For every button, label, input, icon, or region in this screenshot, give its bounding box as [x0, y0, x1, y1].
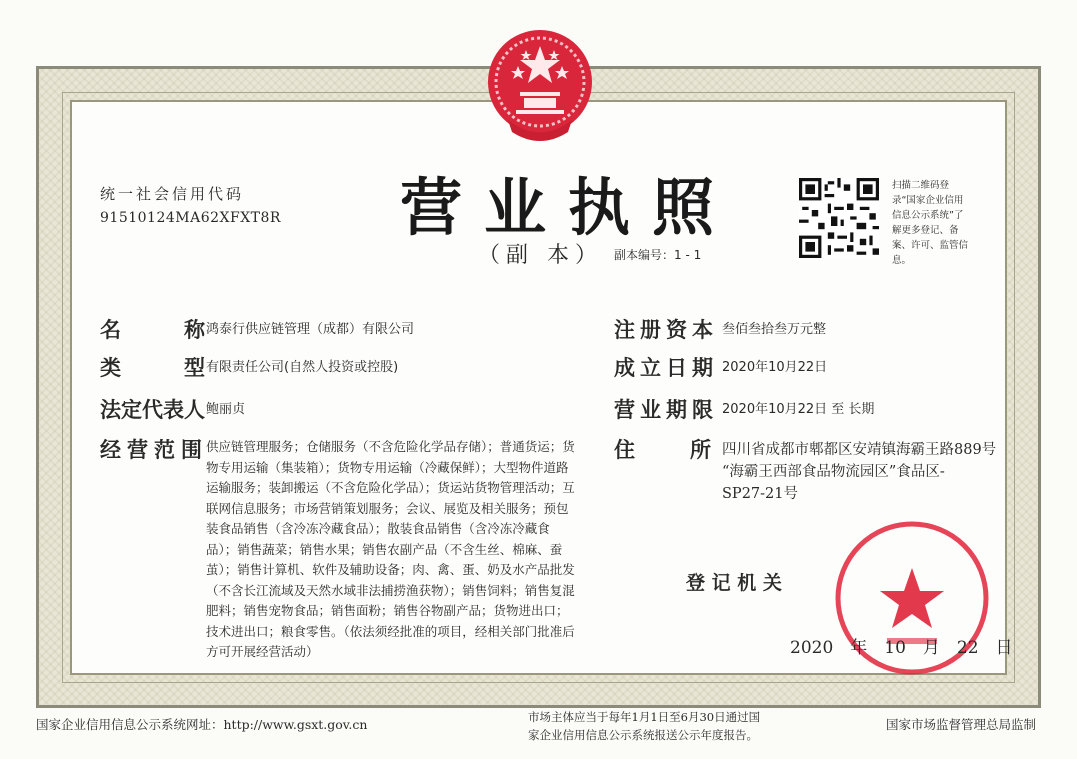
footer-notice-1: 市场主体应当于每年1月1日至6月30日通过国: [528, 710, 761, 724]
address-label-2: 所: [690, 438, 711, 462]
qr-instructions: 扫描二维码登录“国家企业信用信息公示系统”了解更多登记、备案、许可、监管信息。: [892, 180, 969, 266]
issue-date: 2020 年 10 月 22 日: [790, 638, 1013, 658]
name-label: 名 称: [100, 318, 205, 342]
qr-code-icon: [799, 178, 879, 258]
page-title: 营业执照: [400, 171, 737, 244]
registered-capital: 叁佰叁拾叁万元整: [722, 322, 827, 337]
authority-label: 登 记 机 关: [686, 572, 782, 594]
business-scope: 供应链管理服务；仓储服务（不含危险化学品存储）；普通货运；货物专用运输（集装箱）；货物专用运输（冷藏保鲜）；大型物件道路运输服务；装卸搬运（不含危险化学品）；货运站货物管理活动；互联网信息服务；市场营销策划服务；会议、展览及相关服务；预包装食品销售（含冷冻冷藏食品）；散装食品销售（含冷冻冷藏食品）；销售蔬菜；销售水果；销售农副产品（不含生丝、棉麻、蚕茧）；销售计算机、软件及辅助设备；肉、禽、蛋、奶及水产品批发（不含长江流域及天然水域非法捕捞渔获物）；销售饲料；销售复混肥料；销售宠物食品；销售面粉；销售谷物副产品；货物进出口；技术进出口；粮食零售。（依法须经批准的项目，经相关部门批准后方可开展经营活动）: [206, 439, 575, 659]
scope-label: 经营范围: [100, 438, 208, 462]
page-subtitle: （副 本）: [478, 243, 603, 268]
term-label: 营业期限: [614, 398, 718, 422]
established-label: 成立日期: [614, 356, 718, 380]
legal-rep-label: 法定代表人: [100, 398, 205, 422]
national-emblem-icon: [480, 20, 600, 150]
address-line-2: “海霸王西部食品物流园区”食品区-: [722, 464, 945, 480]
company-type: 有限责任公司(自然人投资或控股): [206, 360, 399, 375]
business-term: 2020年10月22日 至 长期: [722, 402, 875, 417]
address-line-3: SP27-21号: [722, 486, 798, 502]
footer-website: 国家企业信用信息公示系统网址：http://www.gsxt.gov.cn: [36, 717, 368, 732]
footer-issuer: 国家市场监督管理总局监制: [886, 717, 1037, 732]
copy-number: 副本编号：1 - 1: [614, 248, 702, 262]
footer-notice-2: 家企业信用信息公示系统报送公示年度报告。: [528, 728, 758, 742]
address-label: 住: [614, 438, 635, 462]
credit-code-label: 统一社会信用代码: [100, 185, 245, 203]
company-name: 鸿泰行供应链管理（成都）有限公司: [206, 322, 415, 337]
capital-label: 注册资本: [614, 318, 718, 342]
legal-rep: 鲍丽贞: [206, 402, 246, 417]
type-label: 类 型: [100, 356, 205, 380]
established-date: 2020年10月22日: [722, 360, 828, 375]
address-line-1: 四川省成都市郫都区安靖镇海霸王路889号: [722, 442, 997, 458]
credit-code: 91510124MA62XFXT8R: [100, 210, 281, 226]
